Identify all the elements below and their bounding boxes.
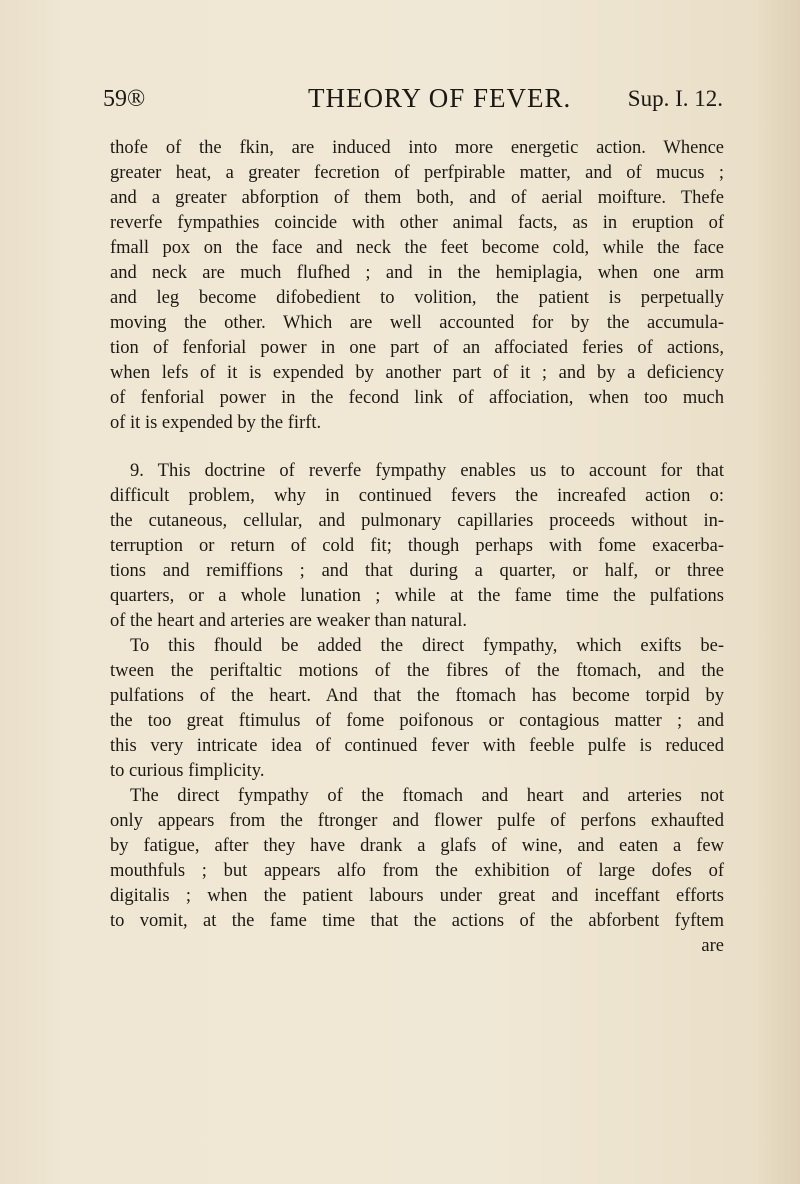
text-line: tion of fenforial power in one part of an affociated feries of actions, [110, 338, 724, 358]
section-reference: Sup. I. 12. [627, 86, 723, 111]
text-line: of the heart and arteries are weaker than natural. [110, 611, 467, 631]
text-line: The direct fympathy of the ftomach and heart and arteries not [130, 786, 724, 806]
paragraph-3 [110, 634, 724, 784]
text-line: thofe of the fkin, are induced into more energetic action. Whence [110, 138, 724, 158]
text-line: the too great ftimulus of fome poifonous or contagious matter ; and [110, 711, 724, 731]
text-line: of fenforial power in the fecond link of affociation, when too much [110, 388, 724, 408]
text-line: To this fhould be added the direct fympathy, which exifts be- [130, 636, 724, 656]
text-line: digitalis ; when the patient labours under great and inceffant efforts [110, 886, 724, 906]
page-number: 59® [103, 86, 146, 112]
text-line: terruption or return of cold fit; though perhaps with fome exacerba- [110, 536, 724, 556]
text-line: quarters, or a whole lunation ; while at the fame time the pulfations [110, 586, 724, 606]
text-line: the cutaneous, cellular, and pulmonary capillaries proceeds without in- [110, 511, 724, 531]
text-line: by fatigue, after they have drank a glafs of wine, and eaten a few [110, 836, 724, 856]
text-line: this very intricate idea of continued fever with feeble pulfe is reduced [110, 736, 724, 756]
text-line: to vomit, at the fame time that the actions of the abforbent fyftem [110, 911, 724, 931]
text-line: and leg become difobedient to volition, the patient is perpetually [110, 288, 724, 308]
text-line: reverfe fympathies coincide with other animal facts, as in eruption of [110, 213, 724, 233]
text-line: pulfations of the heart. And that the ftomach has become torpid by [110, 686, 724, 706]
paragraph-1 [110, 136, 724, 436]
text-line: and neck are much flufhed ; and in the hemiplagia, when one arm [110, 263, 724, 283]
text-line: greater heat, a greater fecretion of perfpirable matter, and of mucus ; [110, 163, 724, 183]
text-line: mouthfuls ; but appears alfo from the exhibition of large dofes of [110, 861, 724, 881]
text-line: moving the other. Which are well accounted for by the accumula- [110, 313, 724, 333]
paragraph-2 [110, 459, 724, 634]
text-line: only appears from the ftronger and flower pulfe of perfons exhaufted [110, 811, 724, 831]
running-head [103, 83, 723, 122]
text-line: to curious fimplicity. [110, 761, 265, 781]
text-line: difficult problem, why in continued fevers the increafed action o: [110, 486, 724, 506]
text-line: when lefs of it is expended by another part of it ; and by a deficiency [110, 363, 724, 383]
text-line: 9. This doctrine of reverfe fympathy enables us to account for that [130, 461, 724, 481]
page-title: THEORY OF FEVER. [308, 83, 572, 113]
text-line: tions and remiffions ; and that during a quarter, or half, or three [110, 561, 724, 581]
text-line: and a greater abforption of them both, and of aerial moifture. Thefe [110, 188, 724, 208]
text-line: of it is expended by the firft. [110, 413, 322, 433]
paragraph-gap [110, 436, 724, 459]
body-text [110, 136, 724, 959]
text-line: tween the periftaltic motions of the fibres of the ftomach, and the [110, 661, 724, 681]
text-line: fmall pox on the face and neck the feet become cold, while the face [110, 238, 724, 258]
paragraph-4 [110, 784, 724, 959]
catchword: are [701, 936, 724, 956]
